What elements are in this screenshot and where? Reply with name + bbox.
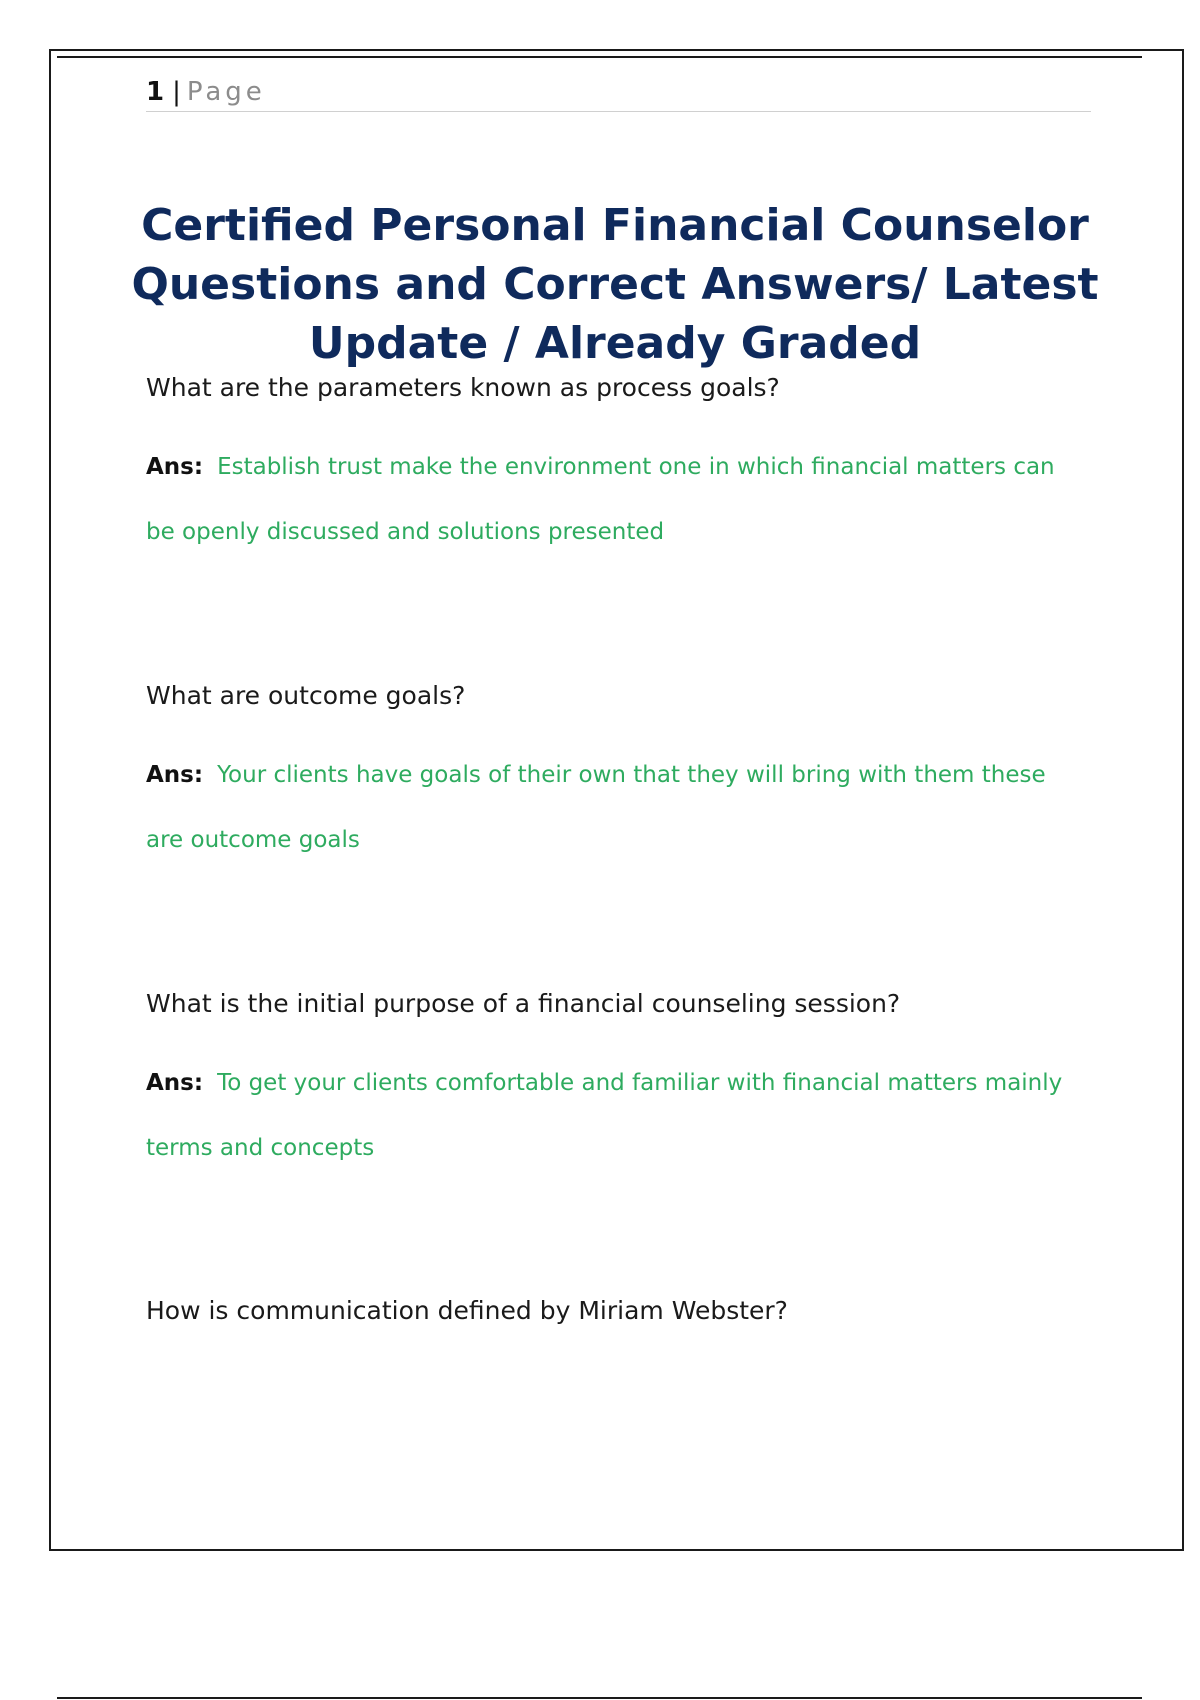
answer-block — [146, 435, 1086, 565]
page-separator: | — [172, 77, 181, 107]
qa-item-1 — [146, 372, 1086, 565]
answer-text: Your clients have goals of their own that they will bring with them these are outcome goals — [146, 762, 1046, 853]
qa-item-3 — [146, 988, 1086, 1181]
title-line-2: Questions and Correct Answers/ Latest — [131, 259, 1099, 310]
page-header — [146, 76, 1091, 112]
top-rule — [57, 56, 1142, 58]
answer-block — [146, 1051, 1086, 1181]
qa-item-2 — [146, 680, 1086, 873]
question-text: What are the parameters known as process goals? — [146, 373, 780, 402]
answer-label: Ans: — [146, 454, 204, 480]
answer-label: Ans: — [146, 1070, 204, 1096]
footer-rule — [57, 1697, 1142, 1699]
qa-item-4 — [146, 1295, 1086, 1327]
answer-block — [146, 743, 1086, 873]
answer-text: Establish trust make the environment one in which financial matters can be openly discussed and solutions presented — [146, 454, 1055, 545]
title-line-3: Update / Already Graded — [308, 318, 922, 369]
question-text: How is communication defined by Miriam Webster? — [146, 1296, 788, 1325]
page-label: Page — [186, 77, 266, 107]
title-line-1: Certified Personal Financial Counselor — [141, 200, 1089, 251]
page-number: 1 — [146, 77, 165, 107]
question-text: What is the initial purpose of a financial counseling session? — [146, 989, 901, 1018]
answer-text: To get your clients comfortable and familiar with financial matters mainly terms and concepts — [146, 1070, 1063, 1161]
answer-label: Ans: — [146, 762, 204, 788]
question-text: What are outcome goals? — [146, 681, 466, 710]
document-title — [120, 196, 1110, 373]
